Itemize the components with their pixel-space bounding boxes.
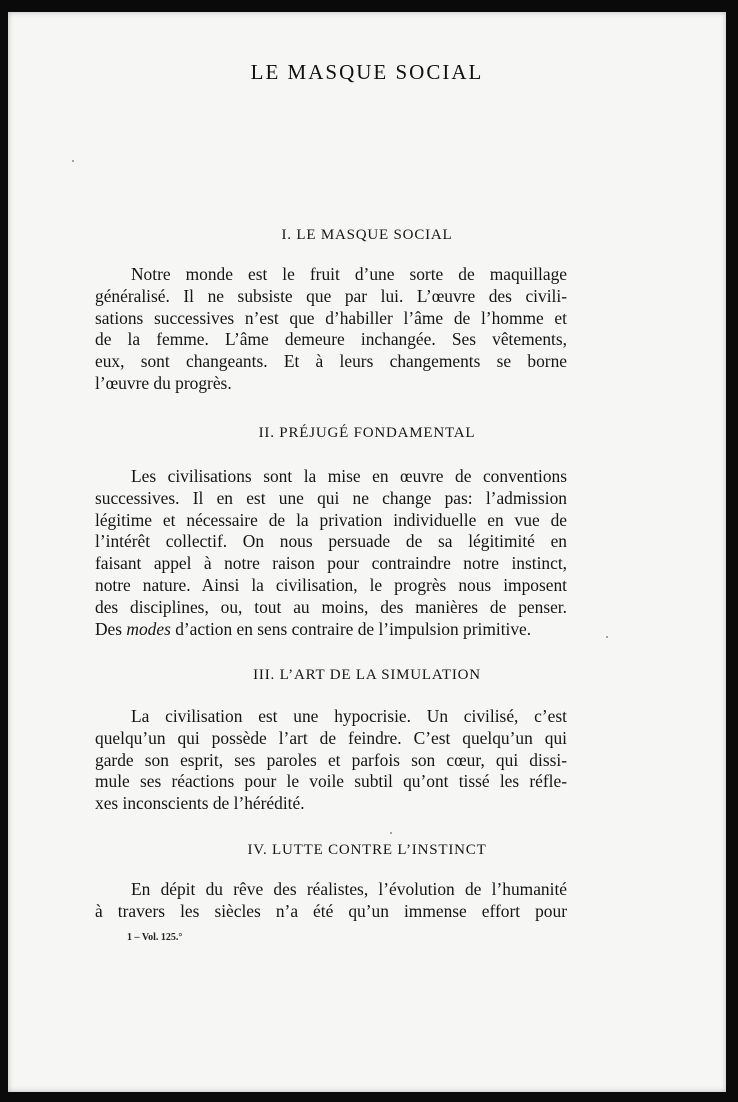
- paragraph-line: des disciplines, ou, tout au moins, des manières de penser.: [95, 596, 567, 617]
- paragraph-line: à travers les siècles n’a été qu’un immense effort pour: [95, 900, 567, 921]
- paragraph-line: sations successives n’est que d’habiller l’âme de l’homme et: [95, 307, 567, 328]
- paragraph-line: l’œuvre du progrès.: [95, 372, 232, 393]
- section-heading-3: III. L’ART DE LA SIMULATION: [253, 667, 481, 683]
- paragraph-line-text: Des modes d’action en sens contraire de l’impulsion primitive.: [95, 618, 532, 639]
- paragraph-line: La civilisation est une hypocrisie. Un civilisé, c’est: [131, 706, 567, 726]
- section-heading-4: IV. LUTTE CONTRE L’INSTINCT: [247, 842, 487, 858]
- page-title: LE MASQUE SOCIAL: [250, 60, 484, 84]
- paragraph-1: [95, 264, 567, 395]
- section-heading-1: I. LE MASQUE SOCIAL: [281, 227, 453, 243]
- paragraph-line: Les civilisations sont la mise en œuvre de conventions: [131, 466, 567, 486]
- section-heading-2: II. PRÉJUGÉ FONDAMENTAL: [258, 425, 476, 441]
- paragraph-line: quelqu’un qui possède l’art de feindre. C’est quelqu’un qui: [95, 727, 567, 748]
- scan-speck: [390, 832, 392, 834]
- paragraph-4: [95, 879, 567, 923]
- paragraph-line: [95, 619, 567, 641]
- paragraph-line: faisant appel à notre raison pour contraindre notre instinct,: [95, 553, 567, 574]
- folio-signature: 1 – Vol. 125.°: [127, 932, 183, 943]
- paragraph-line: Notre monde est le fruit d’une sorte de maquillage: [131, 264, 567, 284]
- paragraph-line: eux, sont changeants. Et à leurs changements se borne: [95, 351, 567, 372]
- paragraph-line: l’intérêt collectif. On nous persuade de sa légitimité en: [95, 531, 567, 552]
- paragraph-line: En dépit du rêve des réalistes, l’évolution de l’humanité: [131, 879, 567, 899]
- paragraph-line: légitime et nécessaire de la privation individuelle en vue de: [95, 509, 567, 530]
- paragraph-line: successives. Il en est une qui ne change pas: l’admission: [95, 487, 567, 508]
- scan-speck: [606, 636, 608, 638]
- paragraph-3: [95, 706, 567, 815]
- paragraph-line: garde son esprit, ses paroles et parfois son cœur, qui dissi-: [95, 749, 567, 770]
- scan-speck: [72, 160, 74, 162]
- paragraph-line: notre nature. Ainsi la civilisation, le progrès nous imposent: [95, 574, 567, 595]
- paragraph-line: xes inconscients de l’hérédité.: [95, 793, 305, 814]
- paragraph-line: de la femme. L’âme demeure inchangée. Ses vêtements,: [95, 329, 567, 350]
- paragraph-2: [95, 466, 567, 640]
- emphasis: modes: [126, 618, 171, 639]
- book-page: [8, 12, 726, 1092]
- paragraph-line: mule ses réactions pour le voile subtil qu’ont tissé les réfle-: [95, 771, 567, 792]
- paragraph-line: généralisé. Il ne subsiste que par lui. L’œuvre des civili-: [95, 285, 567, 306]
